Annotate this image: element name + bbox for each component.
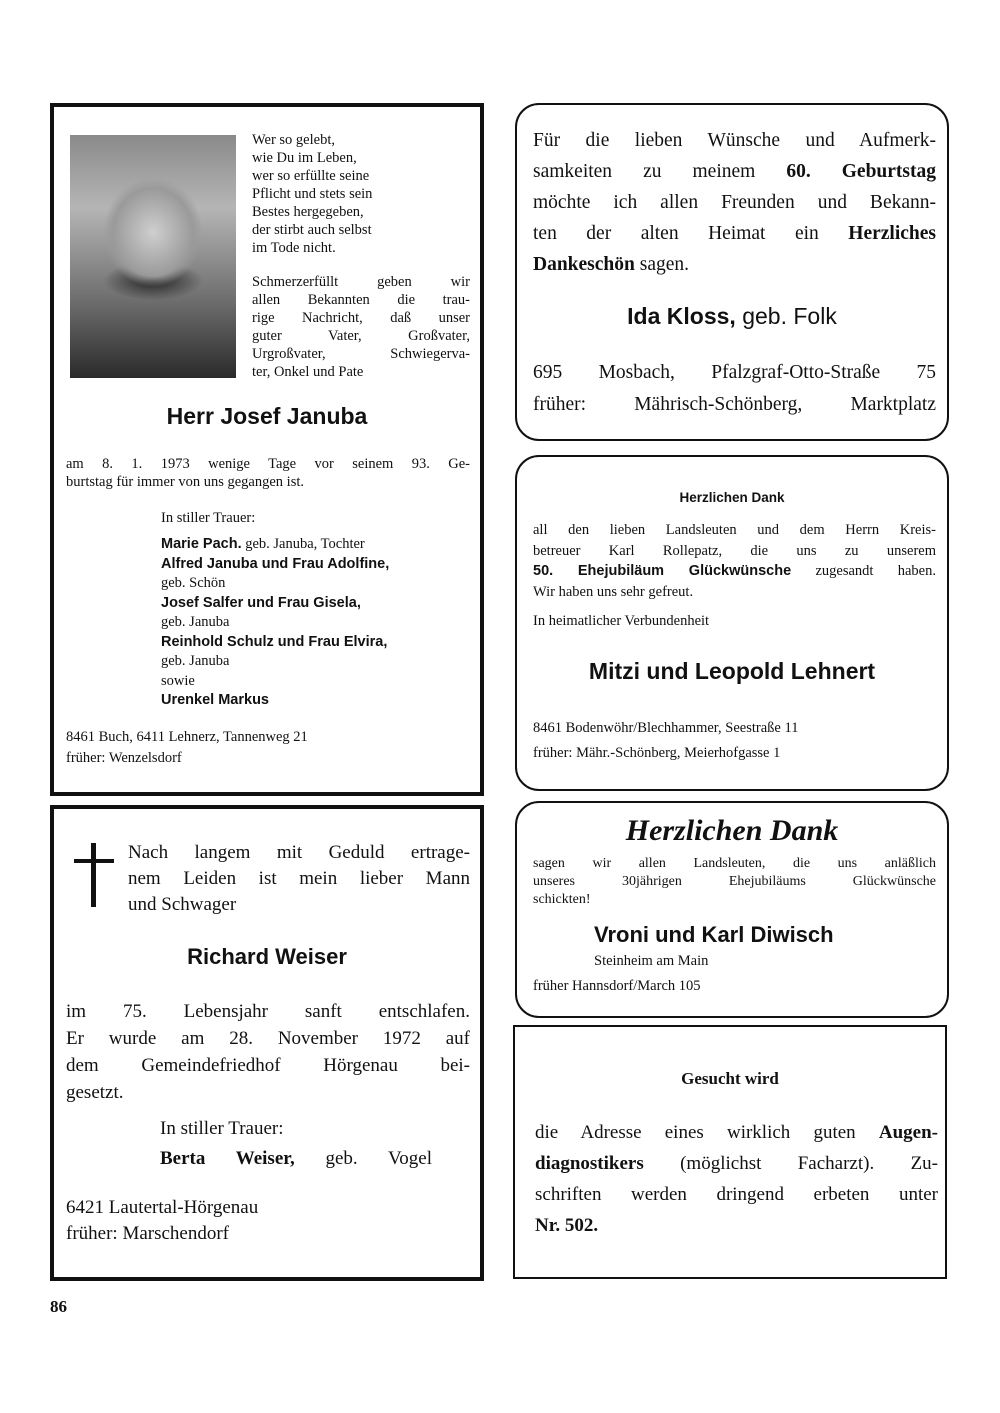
heading: Gesucht wird	[681, 1069, 779, 1088]
text-line: 8461 Buch, 6411 Lehnerz, Tannenweg 21	[66, 729, 308, 745]
text-line	[161, 652, 389, 672]
text-line	[161, 613, 389, 633]
text-line: früher: Mähr.-Schönberg, Meierhofgasse 1	[533, 745, 781, 761]
text: geb. Januba	[161, 614, 230, 630]
page-number: 86	[50, 1297, 67, 1316]
mourning-label: In stiller Trauer:	[161, 510, 256, 526]
thanks-text	[533, 125, 936, 280]
text-line	[535, 1117, 938, 1148]
text-line	[535, 1179, 938, 1210]
text-line: früher: Marschendorf	[66, 1223, 230, 1244]
obituary-text	[66, 998, 470, 1106]
text-line	[161, 574, 389, 594]
text-line	[533, 582, 936, 603]
deceased-name: Richard Weiser	[187, 944, 347, 969]
bold-text: Augen-	[878, 1122, 938, 1143]
text-line: früher: Mährisch-Schönberg, Marktplatz	[533, 394, 936, 415]
poem	[252, 131, 470, 257]
text: sagen.	[634, 254, 690, 275]
address	[66, 1195, 258, 1247]
text: schriften werden dringend erbeten unter	[535, 1184, 938, 1205]
text-line: ter, Onkel und Pate	[252, 364, 364, 380]
text-line: nem Leiden ist mein lieber Mann	[128, 868, 470, 889]
text-line: Schmerzerfüllt geben wir	[252, 274, 470, 290]
text-line	[533, 541, 936, 562]
mourner-name: Berta Weiser,	[160, 1148, 295, 1169]
cross-icon	[74, 843, 114, 907]
text-line: Er wurde am 28. November 1972 auf	[66, 1028, 470, 1049]
sender-name: Vroni und Karl Diwisch	[594, 922, 834, 947]
bold-text: diagnostikers	[535, 1153, 644, 1174]
location: Steinheim am Main	[594, 953, 709, 969]
text-line: 8461 Bodenwöhr/Blechhammer, Seestraße 11	[533, 720, 799, 736]
thanks-text	[533, 855, 936, 909]
text-line: rige Nachricht, daß unser	[252, 310, 470, 326]
text-line: 6421 Lautertal-Hörgenau	[66, 1197, 259, 1218]
text-line: der stirbt auch selbst	[252, 222, 372, 238]
text: samkeiten zu meinem	[533, 161, 787, 182]
sender-name-rest: geb. Folk	[735, 303, 837, 329]
mourner-maiden: geb. Vogel	[294, 1148, 433, 1169]
text-line: sagen wir allen Landsleuten, die uns anläßlich	[533, 856, 936, 871]
text: geb. Schön	[161, 575, 226, 591]
bold-text: Herzliches	[848, 223, 936, 244]
text-line: früher: Wenzelsdorf	[66, 750, 182, 766]
mourning-label: In stiller Trauer:	[160, 1118, 284, 1139]
date-text	[66, 455, 470, 491]
portrait-photo	[70, 135, 236, 378]
text: ten der alten Heimat ein	[533, 223, 849, 244]
bold-text: Reinhold Schulz und Frau Elvira,	[161, 633, 388, 650]
sender-name: Mitzi und Leopold Lehnert	[588, 658, 876, 684]
text: all den lieben Landsleuten und dem Herrn Kreis-	[533, 522, 936, 538]
closing: In heimatlicher Verbundenheit	[533, 613, 710, 629]
text-line: wie Du im Leben,	[252, 150, 357, 166]
text-line: wer so erfüllte seine	[252, 168, 370, 184]
text-line: gesetzt.	[66, 1082, 124, 1103]
text-line: unseres 30jährigen Ehejubiläums Glückwünsche	[533, 874, 936, 889]
text-line: Pflicht und stets sein	[252, 186, 373, 202]
text-line: allen Bekannten die trau-	[252, 292, 470, 308]
heading: Herzlichen Dank	[679, 490, 785, 505]
deceased-name: Herr Josef Januba	[166, 403, 368, 429]
text: die Adresse eines wirklich guten	[535, 1122, 879, 1143]
text-line: Bestes hergegeben,	[252, 204, 364, 220]
text: Wir haben uns sehr gefreut.	[533, 583, 694, 600]
address	[533, 357, 936, 421]
bold-text: Dankeschön	[533, 254, 635, 275]
mourners-list	[161, 535, 389, 711]
text-line: 695 Mosbach, Pfalzgraf-Otto-Straße 75	[533, 362, 936, 383]
text: möchte ich allen Freunden und Bekann-	[533, 192, 936, 213]
text: Für die lieben Wünsche und Aufmerk-	[533, 130, 936, 151]
bold-text: Urenkel Markus	[161, 692, 269, 708]
text-line: dem Gemeindefriedhof Hörgenau bei-	[66, 1055, 470, 1076]
address	[533, 716, 798, 766]
text-line: Urgroßvater, Schwiegerva-	[252, 346, 470, 362]
text-line	[533, 249, 936, 280]
text: geb. Januba, Tochter	[241, 536, 365, 552]
text-line: guter Vater, Großvater,	[252, 328, 470, 344]
bold-text: 60. Geburtstag	[786, 161, 937, 182]
text-line	[161, 633, 389, 653]
bold-text: Josef Salfer und Frau Gisela,	[161, 594, 361, 611]
text-line	[161, 535, 389, 555]
text-line: im Tode nicht.	[252, 240, 336, 256]
thanks-text	[533, 520, 936, 602]
text-line	[533, 187, 936, 218]
text-line	[161, 691, 389, 711]
text-line: am 8. 1. 1973 wenige Tage vor seinem 93. Ge-	[66, 456, 470, 472]
text: zugesandt haben.	[791, 563, 936, 579]
text: betreuer Karl Rollepatz, die uns zu unserem	[533, 542, 936, 559]
text-line	[533, 561, 936, 582]
text-line: burtstag für immer von uns gegangen ist.	[66, 474, 304, 490]
text-line	[533, 125, 936, 156]
text-line: Wer so gelebt,	[252, 132, 335, 148]
text-line	[161, 672, 389, 692]
search-text	[535, 1117, 938, 1241]
intro-text	[128, 840, 470, 918]
text-line	[535, 1210, 938, 1241]
text-line: Nach langem mit Geduld ertrage-	[128, 842, 470, 863]
text: (möglichst Facharzt). Zu-	[643, 1153, 938, 1174]
text-line	[161, 555, 389, 575]
text-line	[533, 218, 936, 249]
address	[66, 727, 308, 769]
sender-name-bold: Ida Kloss,	[627, 303, 736, 329]
bold-text: Alfred Januba und Frau Adolfine,	[161, 555, 390, 572]
bold-text: Nr. 502.	[535, 1215, 599, 1236]
text-line	[533, 520, 936, 541]
bold-text: Marie Pach.	[161, 536, 242, 552]
text-line	[533, 156, 936, 187]
former-address: früher Hannsdorf/March 105	[533, 978, 701, 994]
text: geb. Januba	[161, 653, 230, 669]
bold-text: 50. Ehejubiläum Glückwünsche	[533, 563, 792, 579]
obituary-message	[252, 273, 470, 381]
text: sowie	[161, 672, 195, 689]
heading-fraktur: Herzlichen Dank	[625, 814, 839, 847]
text-line	[535, 1148, 938, 1179]
text-line: schickten!	[533, 892, 591, 907]
text-line: und Schwager	[128, 894, 237, 915]
text-line: im 75. Lebensjahr sanft entschlafen.	[66, 1001, 470, 1022]
sender-name	[515, 303, 949, 330]
text-line	[161, 594, 389, 614]
mourner	[160, 1148, 432, 1170]
